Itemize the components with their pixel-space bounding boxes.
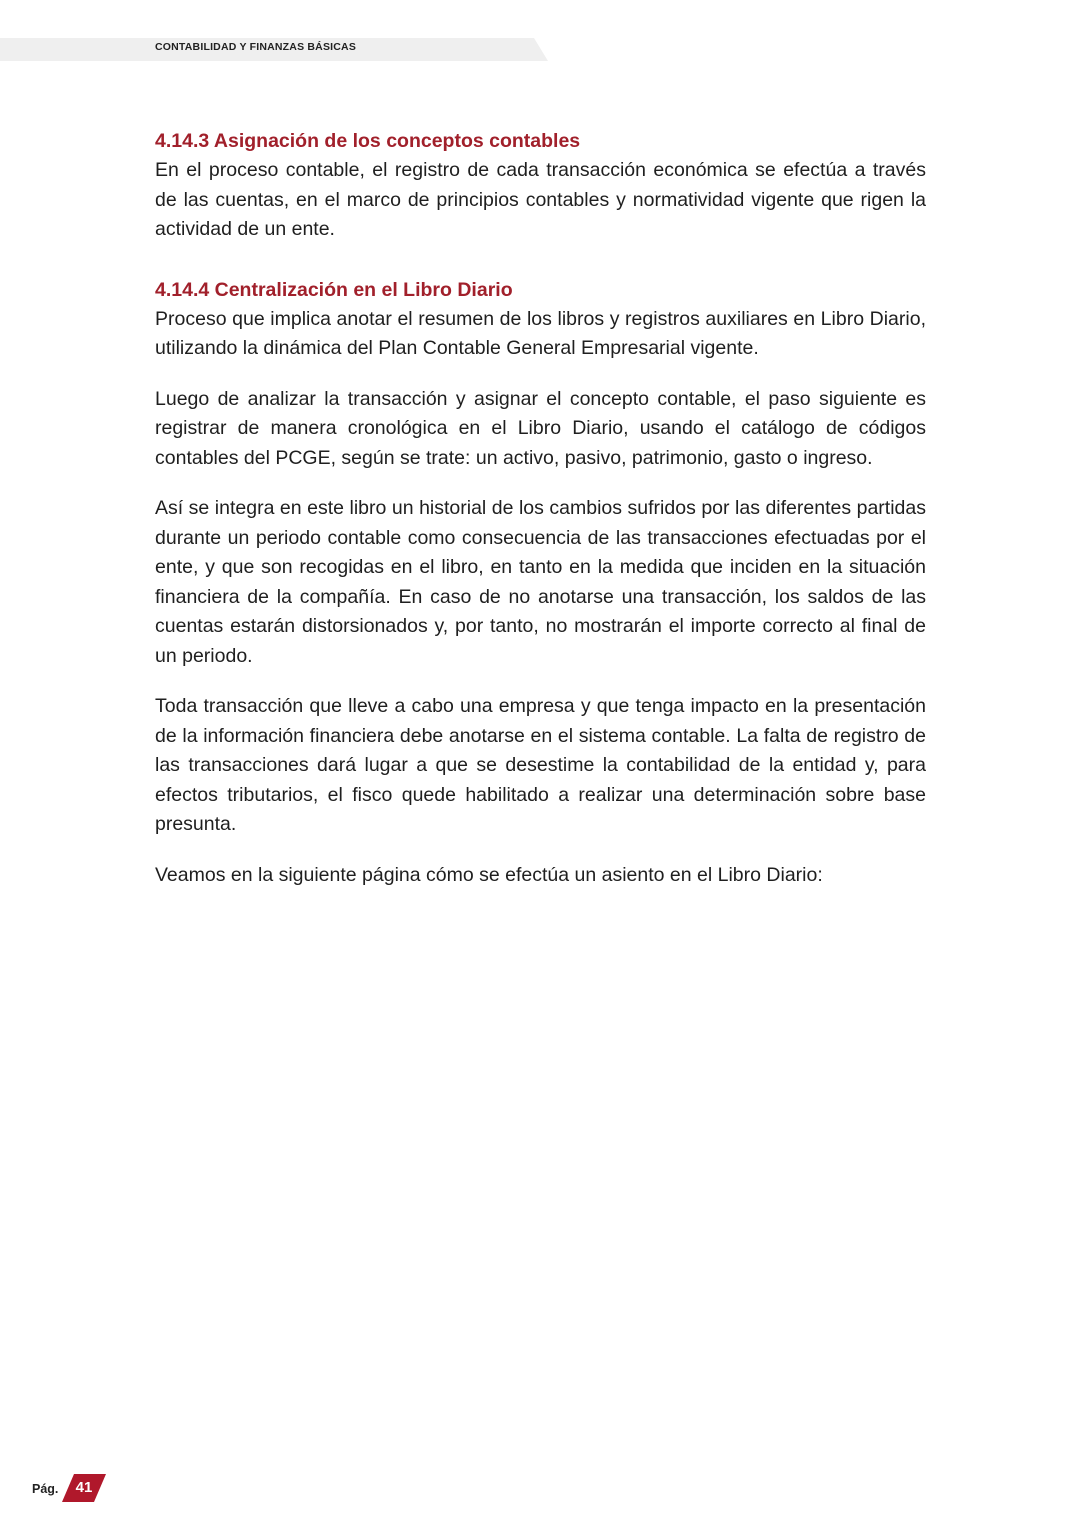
page-number: 41 (75, 1479, 93, 1496)
paragraph-asignacion: En el proceso contable, el registro de cada transacción económica se efectúa a través de las cuentas, en el marco de principios contables y normatividad vigente que rigen la actividad de un ente. (155, 159, 926, 240)
paragraph-proceso: Proceso que implica anotar el resumen de los libros y registros auxiliares en Libro Diario, utilizando la dinámica del Plan Contable General Empresarial vigente. (155, 307, 926, 359)
page-content (155, 126, 926, 890)
paragraph-toda-transaccion: Toda transacción que lleve a cabo una empresa y que tenga impacto en la presentación de la información financiera debe anotarse en el sistema contable. La falta de registro de las transacciones dará lugar a que se desestime la contabilidad de la entidad y, para efectos tributarios, el fisco quede habilitado a realizar una determinación sobre base presunta. (155, 695, 926, 835)
running-header-title: CONTABILIDAD Y FINANZAS BÁSICAS (155, 41, 357, 53)
section-heading-centralizacion: 4.14.4 Centralización en el Libro Diario (155, 278, 513, 301)
paragraph-luego: Luego de analizar la transacción y asignar el concepto contable, el paso siguiente es registrar de manera cronológica en el Libro Diario, usando el catálogo de códigos contables del PCGE, según se trate: un activo, pasivo, patrimonio, gasto o ingreso. (155, 387, 926, 469)
paragraph-veamos: Veamos en la siguiente página cómo se efectúa un asiento en el Libro Diario: (155, 863, 823, 886)
section-heading-asignacion: 4.14.3 Asignación de los conceptos contables (155, 130, 581, 152)
paragraph-historial: Así se integra en este libro un historial de los cambios sufridos por las diferentes partidas durante un periodo contable como consecuencia de las transacciones efectuadas por el ente, y que son recogidas en el libro, en tanto en la medida que inciden en la situación financiera de la compañía. En caso de no anotarse una transacción, los saldos de las cuentas estarán distorsionados y, por tanto, no mostrarán el importe correcto al final de un periodo. (155, 497, 926, 667)
page-label: Pág. (32, 1482, 59, 1496)
